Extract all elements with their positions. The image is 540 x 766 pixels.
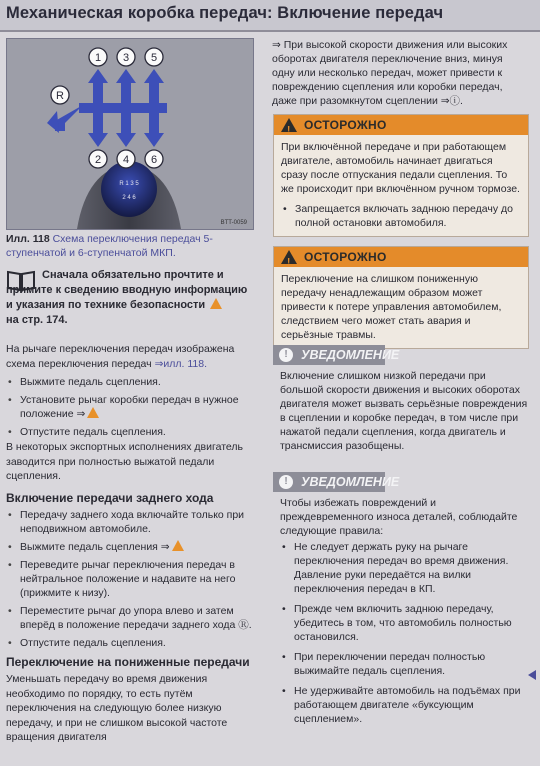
caution-header: [274, 115, 528, 135]
caution-box-1: [273, 114, 529, 237]
high-speed-warning-text: ⇒ При высокой скорости движения или высоких оборотах двигателя переключение вниз, минуя одну или несколько передач, может привести к повреждению сцепления или коробки передач, даже при разомкнутом сцеплении ⇒ⓘ.: [272, 39, 508, 107]
notice-page-ref: на стр. 174.: [6, 314, 68, 326]
info-icon: !: [279, 348, 293, 362]
notice-rules-list: [280, 540, 528, 732]
knob-label-top: R 1 3 5: [119, 181, 139, 187]
notice-intro: Чтобы избежать повреждений и преждевременного износа деталей, соблюдайте следующие правила:: [280, 497, 518, 537]
gear-3-label: 3: [122, 52, 130, 64]
caution-title: ОСТОРОЖНО: [304, 250, 387, 264]
reverse-gear-label: R: [56, 90, 64, 102]
warning-triangle-icon: [210, 298, 222, 309]
caution-text: Переключение на слишком пониженную передачу ненадлежащим образом может привести к потере управления автомобилем, следствием чего может стать авария и серьёзные травмы.: [281, 273, 502, 341]
reverse-gear-heading: Включение передачи заднего хода: [6, 491, 214, 505]
warning-triangle-icon: [172, 540, 184, 551]
caution-box-2: [273, 246, 529, 349]
list-item: • Прежде чем включить заднюю передачу, убедитесь в том, что автомобиль полностью остановился.: [280, 602, 528, 644]
read-first-notice: [6, 268, 256, 328]
notice-title: УВЕДОМЛЕНИЕ: [301, 475, 400, 489]
list-item: • При переключении передач полностью выжимайте педаль сцепления.: [280, 650, 528, 678]
gearshift-diagram: [6, 38, 254, 230]
notice-text: Сначала обязательно прочтите и примите к сведению вводную информацию и указания по технике безопасности: [6, 269, 248, 311]
gear-knob: [101, 161, 157, 217]
gear-5-label: 5: [150, 52, 158, 64]
shift-steps-list: [6, 375, 258, 443]
header-divider: [0, 30, 540, 32]
list-item: • Установите рычаг коробки передач в нужное положение ⇒: [6, 393, 258, 421]
list-item: • Не удерживайте автомобиль на подъёмах при работающем двигателе «буксующим сцеплением».: [280, 684, 528, 726]
gear-6-label: 6: [150, 154, 158, 166]
warning-triangle-icon: [281, 250, 297, 264]
notice-text: Включение слишком низкой передачи при большой скорости движения и высоких оборотах двигателя может вызвать серьёзные повреждения в сцеплении и коробке передач, в том числе при нажатой педали сцепления, когда двигатель и трансмиссия разобщены.: [280, 370, 528, 452]
book-icon: [6, 269, 36, 291]
knob-label-bottom: 2 4 6: [122, 195, 136, 201]
export-note: В некоторых экспортных исполнениях двигатель заводится при полностью выжатой педали сцепления.: [6, 441, 243, 482]
list-item: • Отпустите педаль сцепления.: [6, 636, 258, 650]
list-item: • Не следует держать руку на рычаге переключения передач во время движения. Давление руки передаётся на вилки переключения передач в КП.: [280, 540, 528, 596]
downshift-heading: Переключение на пониженные передачи: [6, 655, 250, 669]
notice-header-1: [273, 345, 400, 365]
caution-header: [274, 247, 528, 267]
list-item: • Отпустите педаль сцепления.: [6, 425, 258, 439]
warning-triangle-icon: [281, 118, 297, 132]
gear-4-label: 4: [122, 154, 130, 166]
continue-arrow-icon: [528, 670, 536, 680]
list-item: • Переведите рычаг переключения передач в нейтральное положение и надавите на него (прижмите к низу).: [6, 558, 258, 600]
gear-1-label: 1: [94, 52, 102, 64]
intro-paragraph: [6, 342, 258, 371]
figure-number: Илл. 118: [6, 233, 50, 245]
warning-triangle-icon: [87, 407, 99, 418]
reverse-steps-list: [6, 508, 258, 654]
caution-title: ОСТОРОЖНО: [304, 118, 387, 132]
list-item: • Передачу заднего хода включайте только при неподвижном автомобиле.: [6, 508, 258, 536]
downshift-text: Уменьшать передачу во время движения необходимо по порядку, то есть путём переключения на следующую более низкую передачу, и при не слишком высокой частоте вращения двигателя: [6, 673, 228, 743]
notice-title: УВЕДОМЛЕНИЕ: [301, 348, 400, 362]
info-icon: !: [279, 475, 293, 489]
page-title: Механическая коробка передач: Включение передач: [6, 4, 444, 22]
notice-header-2: [273, 472, 400, 492]
caution-text: При включённой передаче и при работающем двигателе, автомобиль начинает двигаться сразу после отпускания педали сцепления. То же происходит при включённом ручном тормозе.: [281, 141, 520, 195]
intro-text: На рычаге переключения передач изображена схема переключения передач: [6, 343, 235, 370]
intro-figure-link[interactable]: ⇒илл. 118.: [154, 357, 207, 370]
figure-caption-text: Схема переключения передач 5-ступенчатой и 6-ступенчатой МКП.: [6, 233, 213, 259]
list-item: • Выжмите педаль сцепления ⇒: [6, 540, 258, 554]
caution-bullet: • Запрещается включать заднюю передачу до полной остановки автомобиля.: [281, 202, 521, 230]
gear-2-label: 2: [94, 154, 102, 166]
page-header: [0, 0, 540, 30]
figure-caption: [6, 232, 256, 260]
shift-pattern-svg: [7, 39, 253, 229]
shift-pattern-arrows: [47, 69, 167, 147]
figure-code: BTT-0059: [220, 220, 247, 226]
list-item: • Переместите рычаг до упора влево и затем вперёд в положение передачи заднего хода Ⓡ.: [6, 604, 258, 632]
list-item: • Выжмите педаль сцепления.: [6, 375, 258, 389]
